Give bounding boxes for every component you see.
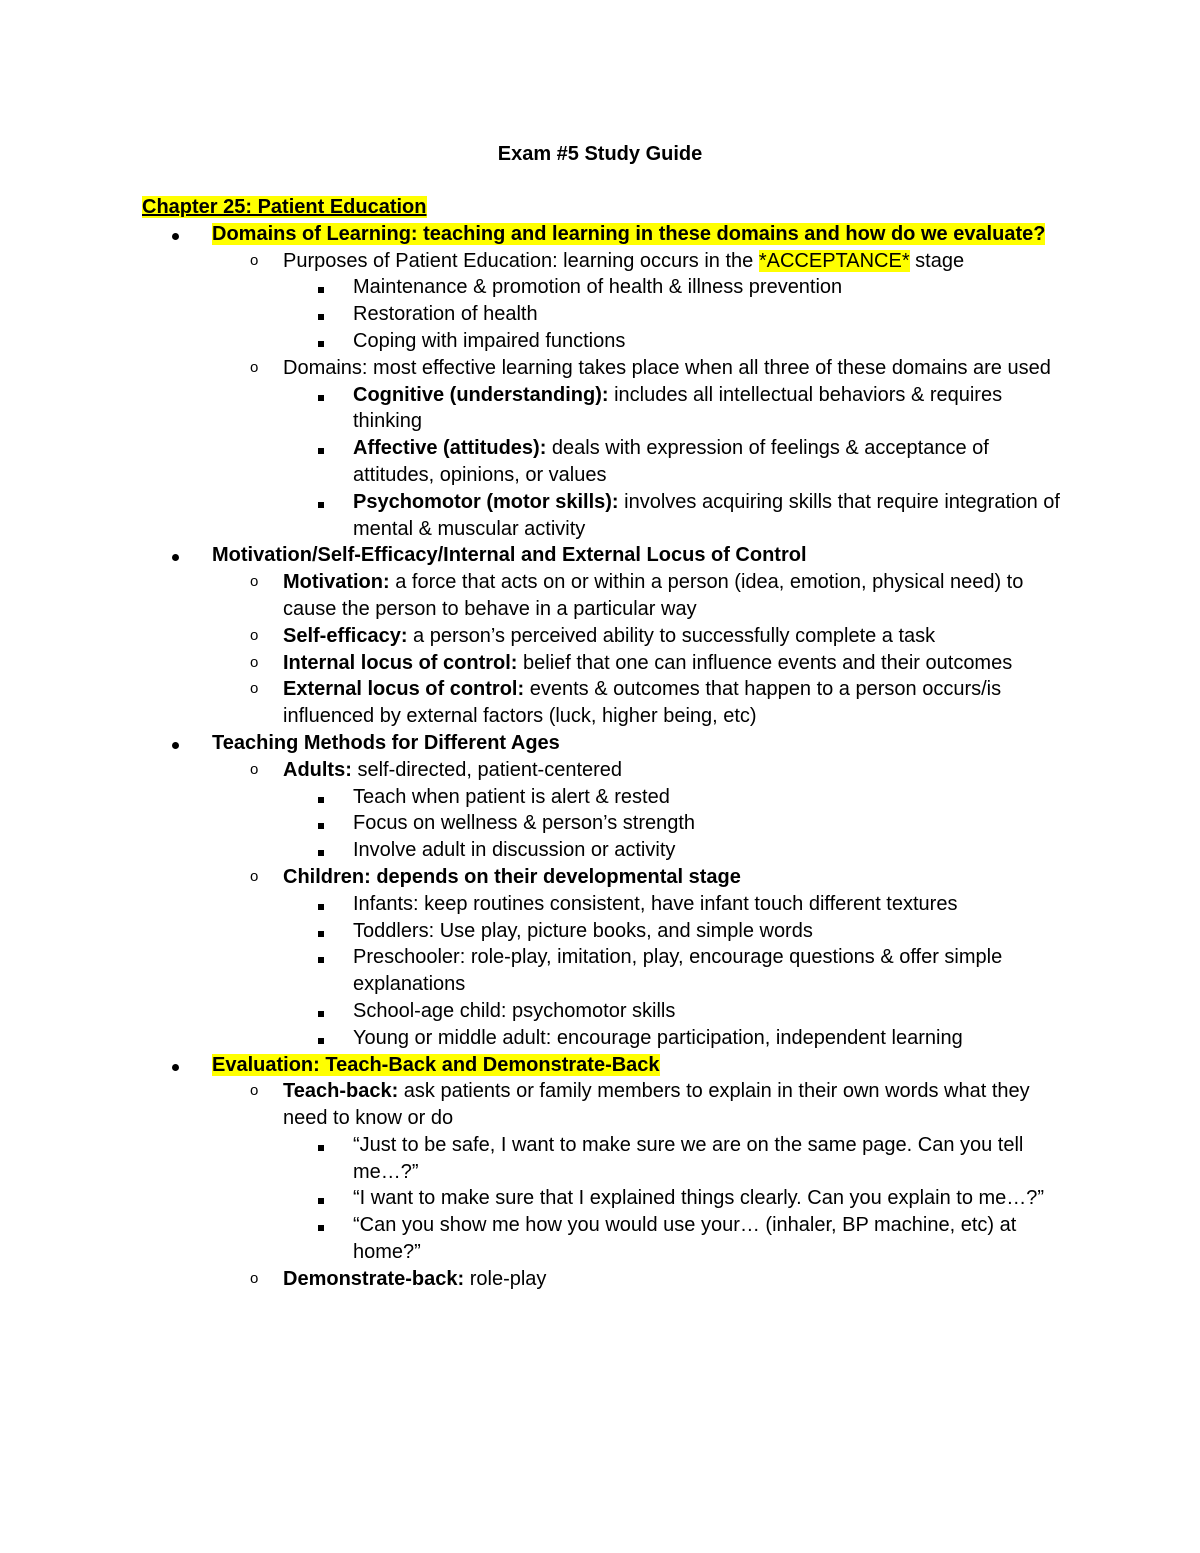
list-item bbox=[142, 944, 1072, 998]
bullet-square-icon bbox=[318, 918, 324, 945]
acceptance-highlight: *ACCEPTANCE* bbox=[758, 249, 910, 272]
list-item-text: Preschooler: role-play, imitation, play, encourage questions & offer simple explanations bbox=[353, 946, 1003, 996]
definition: a force that acts on or within a person (idea, emotion, physical need) to cause the person to behave in a particular way bbox=[283, 571, 1024, 620]
list-item bbox=[142, 784, 1072, 811]
subbullet-purposes bbox=[142, 248, 1072, 275]
bullet-circle-icon: o bbox=[250, 358, 259, 376]
term: Demonstrate-back: bbox=[283, 1267, 465, 1290]
chapter-heading bbox=[142, 194, 1072, 221]
term: Cognitive (understanding): bbox=[353, 383, 609, 406]
list-item-text: Infants: keep routines consistent, have infant touch different textures bbox=[353, 892, 958, 915]
bullet-square-icon bbox=[318, 810, 324, 837]
list-item-text: Coping with impaired functions bbox=[353, 329, 626, 352]
list-item-text: Toddlers: Use play, picture books, and simple words bbox=[353, 919, 813, 942]
bullet-circle-icon: o bbox=[250, 653, 259, 671]
bullet-motivation bbox=[142, 542, 1072, 569]
list-item bbox=[142, 274, 1072, 301]
bullet-dot-icon bbox=[172, 542, 179, 569]
term: Internal locus of control: bbox=[283, 651, 518, 674]
page-title: Exam #5 Study Guide bbox=[497, 143, 703, 165]
bullet-circle-icon: o bbox=[250, 626, 259, 644]
definition: ask patients or family members to explain in their own words what they need to know or do bbox=[283, 1080, 1030, 1130]
bullet-dot-icon bbox=[172, 1052, 179, 1079]
list-item-text: Teach when patient is alert & rested bbox=[353, 785, 670, 808]
term: Children: depends on their developmental stage bbox=[283, 865, 741, 888]
bullet-square-icon bbox=[318, 837, 324, 864]
bullet-square-icon bbox=[318, 274, 324, 301]
list-item bbox=[142, 891, 1072, 918]
bullet-circle-icon: o bbox=[250, 680, 259, 698]
subbullet-demonstrate-back bbox=[142, 1266, 1072, 1293]
definition: a person’s perceived ability to successfully complete a task bbox=[407, 624, 936, 647]
bullet-square-icon bbox=[318, 1185, 324, 1212]
bullet-circle-icon: o bbox=[250, 867, 259, 885]
list-item bbox=[142, 918, 1072, 945]
list-item-text: “Just to be safe, I want to make sure we are on the same page. Can you tell me…?” bbox=[353, 1133, 1024, 1183]
definition: includes all intellectual behaviors & requires thinking bbox=[353, 383, 1003, 433]
list-item bbox=[142, 1212, 1072, 1266]
list-item-text: Focus on wellness & person’s strength bbox=[353, 812, 696, 835]
list-item bbox=[142, 1185, 1072, 1212]
list-item-text: Restoration of health bbox=[353, 303, 538, 326]
definition: events & outcomes that happen to a person occurs/is influenced by external factors (luck, higher being, etc) bbox=[283, 678, 1002, 728]
term: External locus of control: bbox=[283, 678, 525, 701]
subbullet-children bbox=[142, 864, 1072, 891]
subbullet-teach-back bbox=[142, 1078, 1072, 1132]
document-body bbox=[142, 194, 1072, 1293]
bullet-square-icon bbox=[318, 301, 324, 328]
list-item bbox=[142, 435, 1072, 489]
bullet-square-icon bbox=[318, 944, 324, 971]
list-item bbox=[142, 623, 1072, 650]
list-item-text: Involve adult in discussion or activity bbox=[353, 839, 676, 862]
list-item-text: “I want to make sure that I explained things clearly. Can you explain to me…?” bbox=[353, 1187, 1045, 1210]
bullet-evaluation bbox=[142, 1052, 1072, 1079]
definition: self-directed, patient-centered bbox=[351, 758, 623, 781]
bullet-square-icon bbox=[318, 1212, 324, 1239]
bullet-square-icon bbox=[318, 1025, 324, 1052]
section-heading: Motivation/Self-Efficacy/Internal and External Locus of Control bbox=[212, 544, 807, 567]
list-item bbox=[142, 382, 1072, 436]
term: Self-efficacy: bbox=[283, 624, 408, 647]
term: Psychomotor (motor skills): bbox=[353, 490, 619, 513]
bullet-square-icon bbox=[318, 489, 324, 516]
bullet-circle-icon: o bbox=[250, 760, 259, 778]
section-heading: Evaluation: Teach-Back and Demonstrate-Back bbox=[212, 1053, 660, 1076]
definition: deals with expression of feelings & acceptance of attitudes, opinions, or values bbox=[353, 437, 989, 486]
list-item bbox=[142, 676, 1072, 730]
list-item bbox=[142, 1025, 1072, 1052]
term: Teach-back: bbox=[283, 1080, 399, 1103]
bullet-square-icon bbox=[318, 435, 324, 462]
list-item-text: “Can you show me how you would use your… (inhaler, BP machine, etc) at home?” bbox=[353, 1214, 1017, 1264]
section-heading: Teaching Methods for Different Ages bbox=[212, 731, 560, 754]
section-heading: Domains of Learning: teaching and learning in these domains and how do we evaluate? bbox=[212, 222, 1046, 245]
list-item bbox=[142, 998, 1072, 1025]
purposes-text: Purposes of Patient Education: learning occurs in the bbox=[283, 249, 759, 272]
purposes-text-end: stage bbox=[909, 249, 965, 272]
bullet-teaching-methods bbox=[142, 730, 1072, 757]
bullet-square-icon bbox=[318, 382, 324, 409]
bullet-dot-icon bbox=[172, 730, 179, 757]
bullet-circle-icon: o bbox=[250, 251, 259, 269]
term: Adults: bbox=[283, 758, 352, 781]
bullet-square-icon bbox=[318, 1132, 324, 1159]
list-item-text: School-age child: psychomotor skills bbox=[353, 999, 676, 1022]
bullet-square-icon bbox=[318, 784, 324, 811]
term: Affective (attitudes): bbox=[353, 437, 547, 460]
list-item bbox=[142, 837, 1072, 864]
list-item bbox=[142, 301, 1072, 328]
definition: role-play bbox=[464, 1267, 547, 1290]
bullet-square-icon bbox=[318, 328, 324, 355]
list-item bbox=[142, 650, 1072, 677]
term: Motivation: bbox=[283, 571, 390, 594]
list-item bbox=[142, 1132, 1072, 1186]
list-item bbox=[142, 328, 1072, 355]
list-item-text: Maintenance & promotion of health & illness prevention bbox=[353, 276, 843, 299]
bullet-square-icon bbox=[318, 891, 324, 918]
bullet-dot-icon bbox=[172, 221, 179, 248]
chapter-heading-text: Chapter 25: Patient Education bbox=[142, 196, 427, 218]
subbullet-adults bbox=[142, 757, 1072, 784]
bullet-circle-icon: o bbox=[250, 573, 259, 591]
bullet-circle-icon: o bbox=[250, 1269, 259, 1287]
definition: involves acquiring skills that require integration of mental & muscular activity bbox=[353, 490, 1060, 540]
bullet-square-icon bbox=[318, 998, 324, 1025]
list-item bbox=[142, 810, 1072, 837]
list-item bbox=[142, 489, 1072, 543]
bullet-domains-of-learning bbox=[142, 221, 1072, 248]
domains-text: Domains: most effective learning takes place when all three of these domains are used bbox=[283, 356, 1051, 379]
subbullet-domains bbox=[142, 355, 1072, 382]
list-item bbox=[142, 569, 1072, 623]
definition: belief that one can influence events and their outcomes bbox=[517, 651, 1013, 674]
list-item-text: Young or middle adult: encourage participation, independent learning bbox=[353, 1026, 963, 1049]
bullet-circle-icon: o bbox=[250, 1082, 259, 1100]
